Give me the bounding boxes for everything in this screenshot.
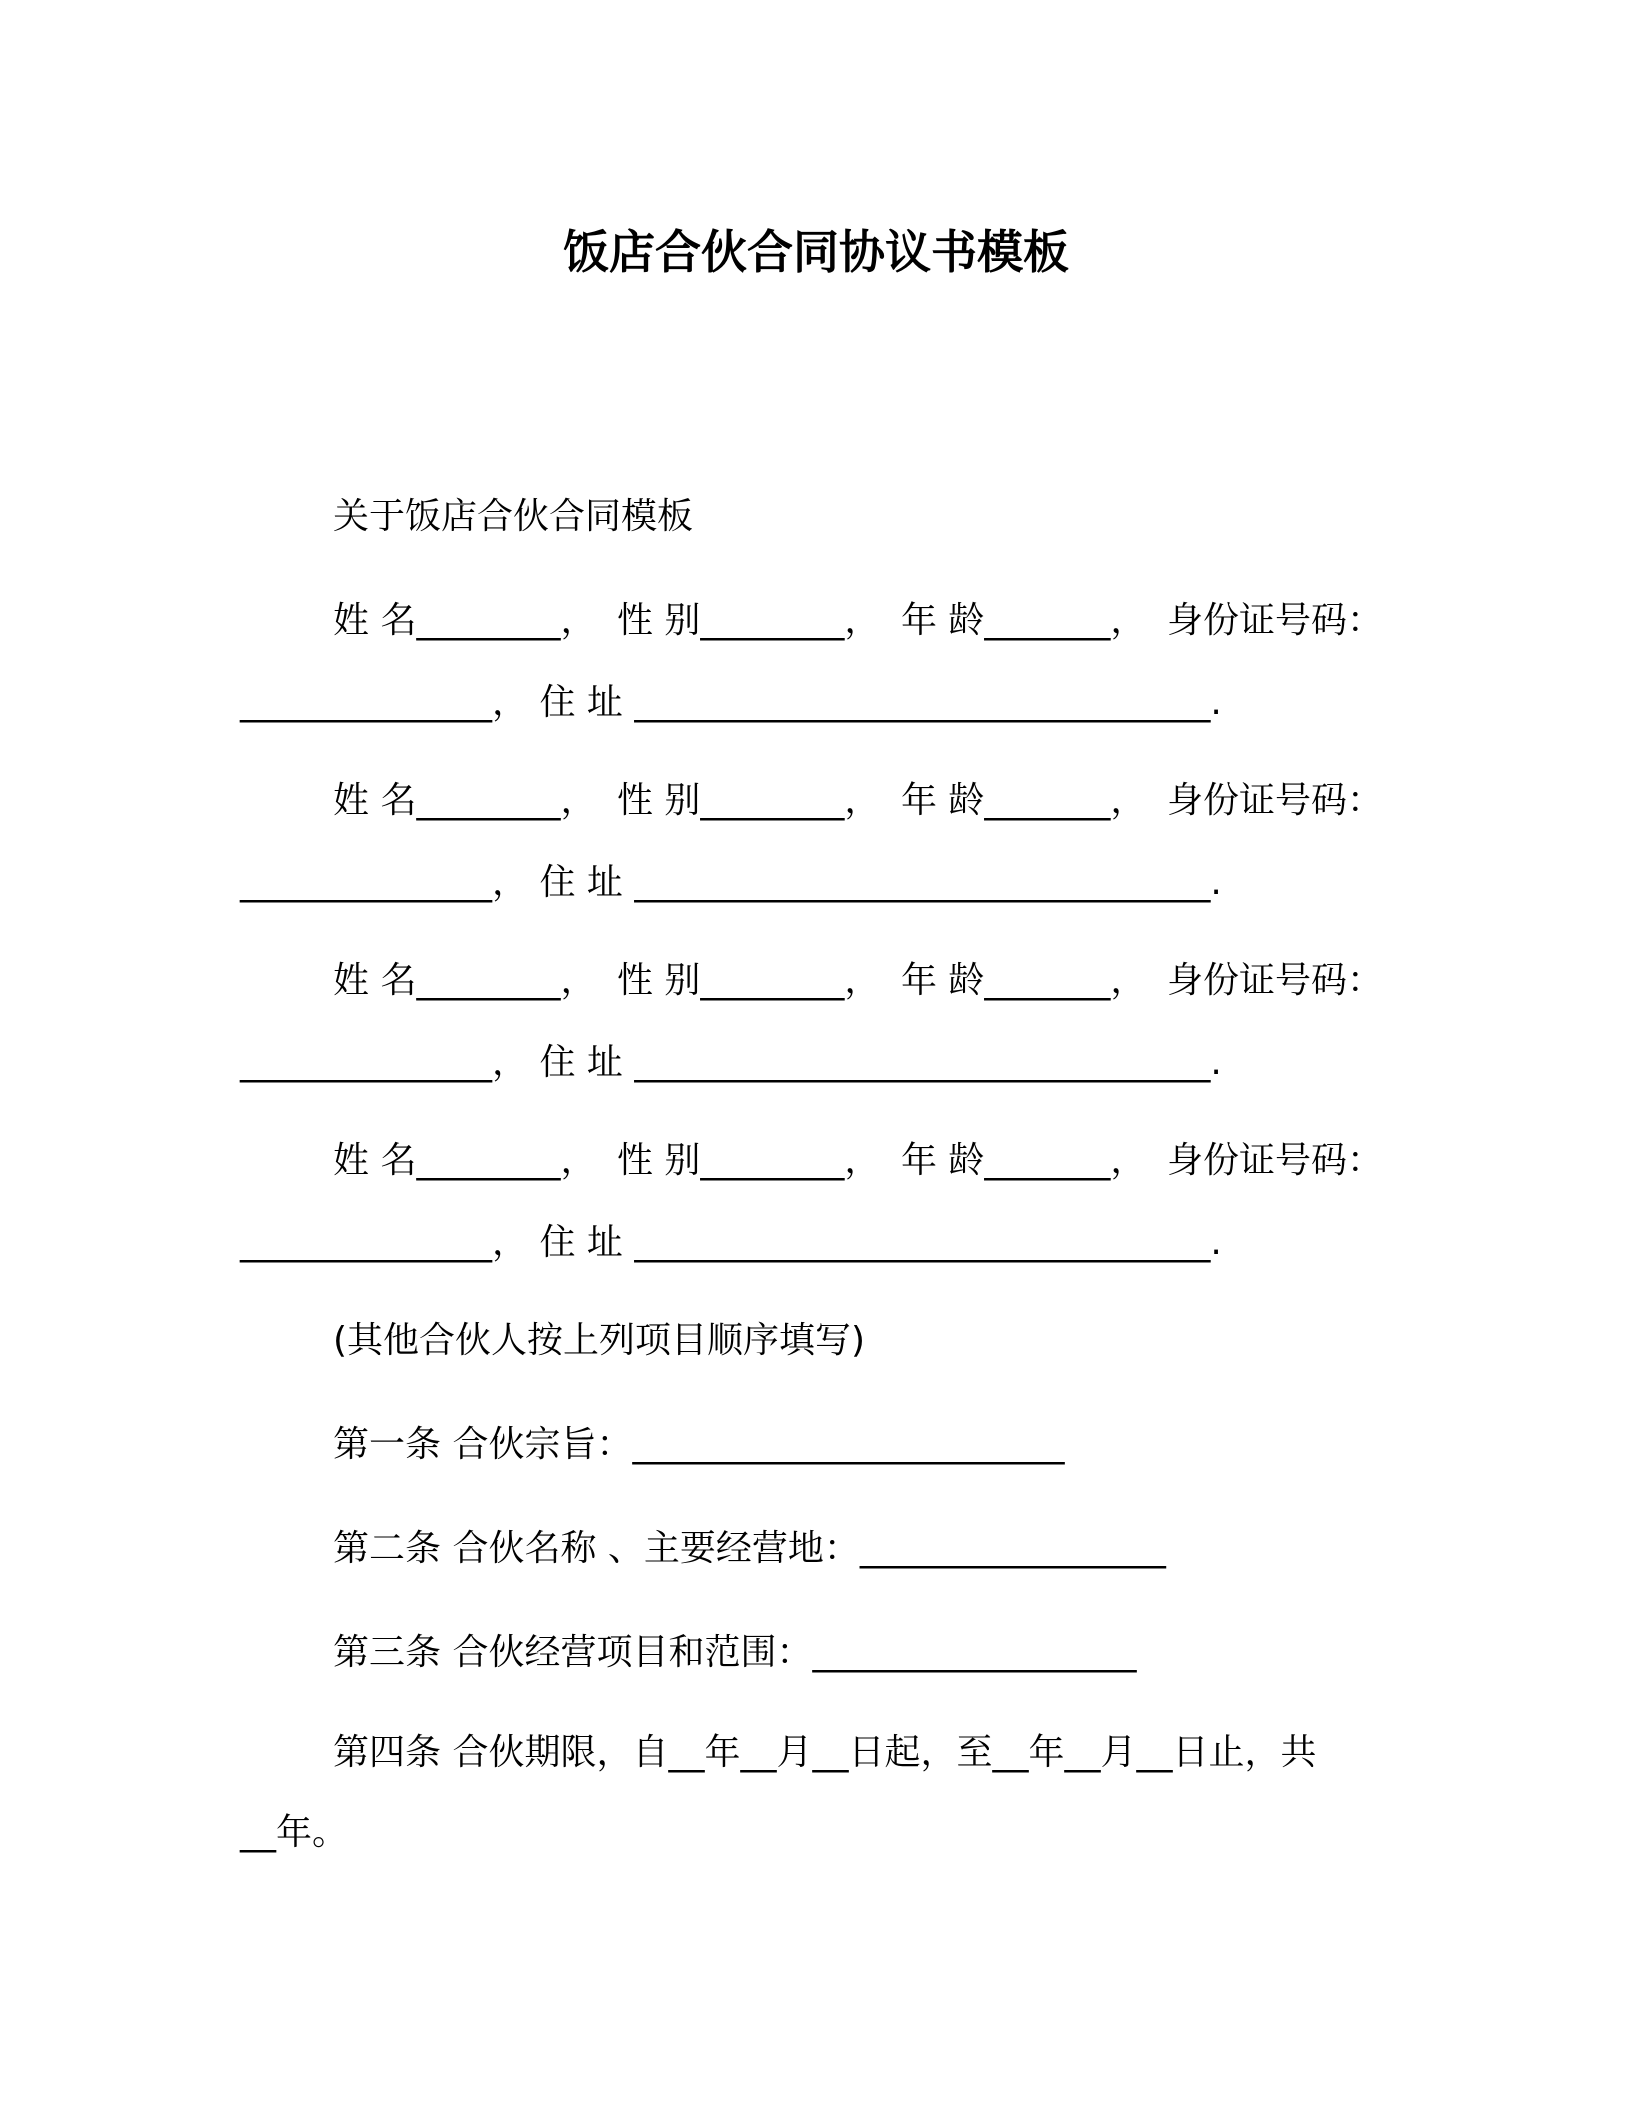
name-field: 姓 名________， bbox=[333, 780, 597, 821]
gender-field: 性 别________， bbox=[616, 600, 881, 641]
id-number-field: 身份证号码： bbox=[1166, 960, 1383, 1001]
age-field: 年 龄_______， bbox=[900, 600, 1147, 641]
partner-2-address-row: ______________， 住 址 ________________________________. bbox=[240, 862, 1222, 903]
gender-field: 性 别________， bbox=[616, 960, 881, 1001]
partner-1-address-row: ______________， 住 址 ________________________________. bbox=[240, 682, 1222, 723]
article-3: 第三条 合伙经营项目和范围：__________________ bbox=[333, 1632, 1137, 1673]
article-1: 第一条 合伙宗旨：________________________ bbox=[333, 1424, 1065, 1465]
gender-field: 性 别________， bbox=[616, 1140, 881, 1181]
partner-3-info-row bbox=[333, 956, 1383, 1006]
partner-3-address-row: ______________， 住 址 ________________________________. bbox=[240, 1042, 1222, 1083]
name-field: 姓 名________， bbox=[333, 960, 597, 1001]
partner-1-info-row bbox=[333, 596, 1383, 646]
id-number-field: 身份证号码： bbox=[1166, 600, 1383, 641]
age-field: 年 龄_______， bbox=[900, 1140, 1147, 1181]
id-number-field: 身份证号码： bbox=[1166, 780, 1383, 821]
article-4: 第四条 合伙期限，自__年__月__日起，至__年__月__日止，共 bbox=[333, 1732, 1317, 1773]
partner-4-info-row bbox=[333, 1136, 1383, 1186]
gender-field: 性 别________， bbox=[616, 780, 881, 821]
partner-2-info-row bbox=[333, 776, 1383, 826]
partner-4-address-row: ______________， 住 址 ________________________________. bbox=[240, 1222, 1222, 1263]
document-title: 饭店合伙合同协议书模板 bbox=[563, 225, 1069, 279]
section-heading: 关于饭店合伙合同模板 bbox=[333, 496, 694, 537]
age-field: 年 龄_______， bbox=[900, 960, 1147, 1001]
fill-in-note: (其他合伙人按上列项目顺序填写) bbox=[333, 1320, 866, 1361]
article-4-continuation: __年。 bbox=[240, 1812, 349, 1853]
article-2: 第二条 合伙名称 、主要经营地：_________________ bbox=[333, 1528, 1166, 1569]
age-field: 年 龄_______， bbox=[900, 780, 1147, 821]
id-number-field: 身份证号码： bbox=[1166, 1140, 1383, 1181]
name-field: 姓 名________， bbox=[333, 1140, 597, 1181]
name-field: 姓 名________， bbox=[333, 600, 597, 641]
